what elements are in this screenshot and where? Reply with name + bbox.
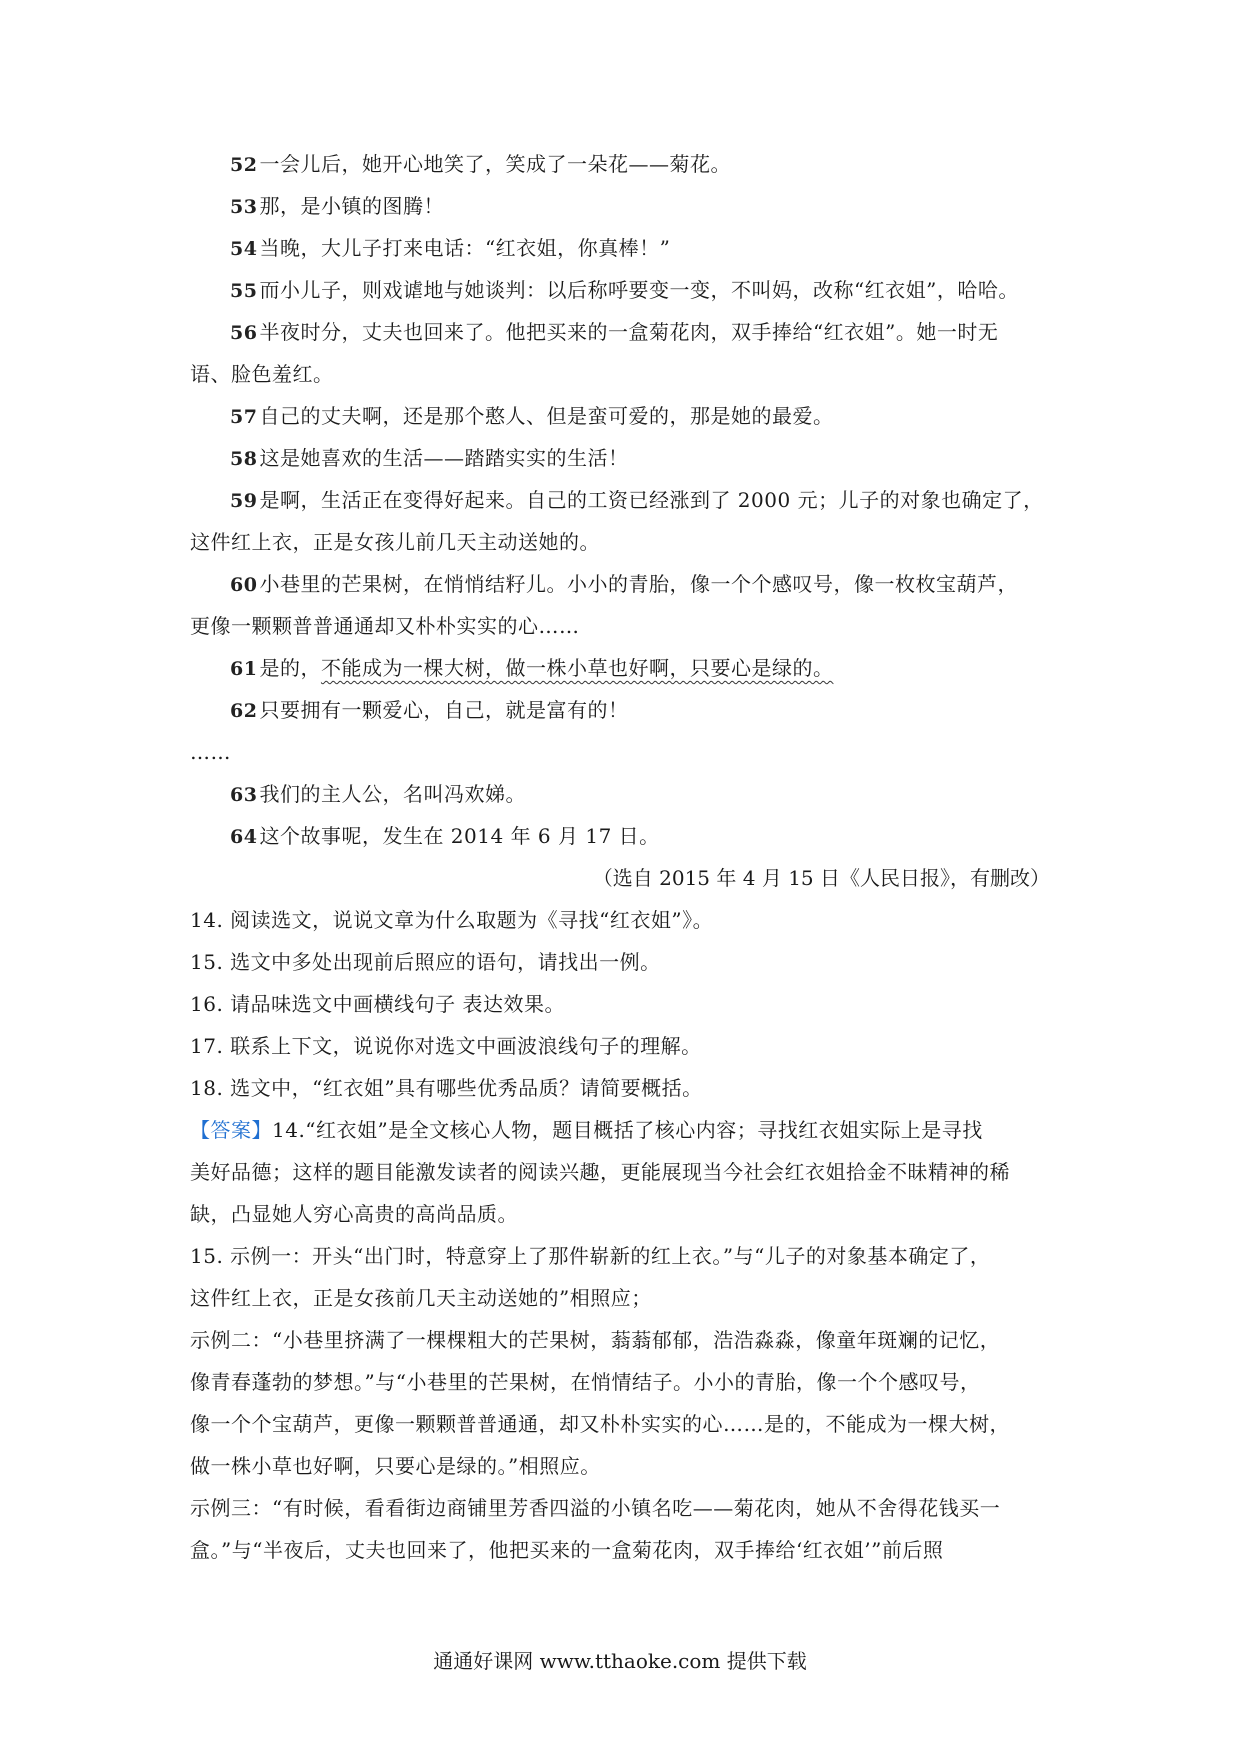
- answer-line-3: 缺，凸显她人穷心高贵的高尚品质。: [190, 1202, 518, 1226]
- paragraph-text: 而小儿子，则戏谑地与她谈判：以后称呼要变一变，不叫妈，改称“红衣姐”，哈哈。: [259, 278, 1019, 302]
- paragraph-54: [230, 234, 670, 263]
- ellipsis-line: ……: [190, 740, 231, 764]
- paragraph-text: 当晚，大儿子打来电话：“红衣姐，你真棒！”: [259, 236, 671, 260]
- paragraph-56: [230, 318, 998, 347]
- paragraph-number: 54: [230, 238, 258, 260]
- paragraph-58: [230, 444, 628, 473]
- wavy-underlined-sentence: 不能成为一棵大树，做一株小草也好啊，只要心是绿的。: [320, 656, 834, 680]
- paragraph-text: 我们的主人公，名叫冯欢娣。: [259, 782, 526, 806]
- paragraph-text: 这个故事呢，发生在 2014 年 6 月 17 日。: [259, 824, 660, 848]
- paragraph-text: 是啊，生活正在变得好起来。自己的工资已经涨到了 2000 元；儿子的对象也确定了，: [259, 488, 1044, 512]
- paragraph-text: 只要拥有一颗爱心，自己，就是富有的！: [259, 698, 629, 722]
- paragraph-56-cont: 语、脸色羞红。: [190, 362, 334, 386]
- answer-line-4: 15. 示例一：开头“出门时，特意穿上了那件崭新的红上衣。”与“儿子的对象基本确定了，: [190, 1244, 991, 1268]
- paragraph-number: 64: [230, 826, 258, 848]
- paragraph-text: 小巷里的芒果树，在悄悄结籽儿。小小的青胎，像一个个感叹号，像一枚枚宝葫芦，: [259, 572, 1018, 596]
- paragraph-52: [230, 150, 731, 179]
- source-citation: （选自 2015 年 4 月 15 日《人民日报》，有删改）: [592, 866, 1050, 890]
- paragraph-number: 52: [230, 154, 258, 176]
- question-15: 15. 选文中多处出现前后照应的语句，请找出一例。: [190, 950, 661, 974]
- paragraph-60: [230, 570, 1018, 599]
- question-18: 18. 选文中，“红衣姐”具有哪些优秀品质？请简要概括。: [190, 1076, 703, 1100]
- paragraph-number: 56: [230, 322, 258, 344]
- paragraph-61: [230, 654, 833, 683]
- paragraph-53: [230, 192, 444, 221]
- paragraph-59: [230, 486, 1044, 515]
- paragraph-number: 55: [230, 280, 258, 302]
- answer-line-9: 做一株小草也好啊，只要心是绿的。”相照应。: [190, 1454, 601, 1478]
- paragraph-64: [230, 822, 660, 851]
- question-16: 16. 请品味选文中画横线句子 表达效果。: [190, 992, 566, 1016]
- paragraph-number: 60: [230, 574, 258, 596]
- paragraph-62: [230, 696, 628, 725]
- paragraph-text: 一会儿后，她开心地笑了，笑成了一朵花——菊花。: [259, 152, 731, 176]
- paragraph-number: 58: [230, 448, 258, 470]
- paragraph-text: 半夜时分，丈夫也回来了。他把买来的一盒菊花肉，双手捧给“红衣姐”。她一时无: [259, 320, 999, 344]
- answer-line-1: [190, 1116, 983, 1144]
- paragraph-number: 62: [230, 700, 258, 722]
- paragraph-text: 是的，: [259, 656, 321, 680]
- question-14: 14. 阅读选文，说说文章为什么取题为《寻找“红衣姐”》。: [190, 908, 714, 932]
- paragraph-number: 59: [230, 490, 258, 512]
- paragraph-number: 57: [230, 406, 258, 428]
- answer-line-8: 像一个个宝葫芦，更像一颗颗普普通通，却又朴朴实实的心……是的，不能成为一棵大树，: [190, 1412, 1010, 1436]
- paragraph-number: 61: [230, 658, 258, 680]
- paragraph-number: 63: [230, 784, 258, 806]
- paragraph-60-cont: 更像一颗颗普普通通却又朴朴实实的心……: [190, 614, 580, 638]
- answer-line-10: 示例三：“有时候，看看街边商铺里芳香四溢的小镇名吃——菊花肉，她从不舍得花钱买一: [190, 1496, 1001, 1520]
- paragraph-59-cont: 这件红上衣，正是女孩儿前几天主动送她的。: [190, 530, 600, 554]
- answer-text: 14.“红衣姐”是全文核心人物，题目概括了核心内容；寻找红衣姐实际上是寻找: [272, 1118, 983, 1142]
- answer-line-11: 盒。”与“半夜后，丈夫也回来了，他把买来的一盒菊花肉，双手捧给‘红衣姐’”前后照: [190, 1538, 944, 1562]
- paragraph-number: 53: [230, 196, 258, 218]
- page-footer: 通通好课网 www.tthaoke.com 提供下载: [433, 1649, 807, 1673]
- paragraph-text: 自己的丈夫啊，还是那个憨人、但是蛮可爱的，那是她的最爱。: [259, 404, 834, 428]
- answer-line-7: 像青春蓬勃的梦想。”与“小巷里的芒果树，在悄情结子。小小的青胎，像一个个感叹号，: [190, 1370, 981, 1394]
- paragraph-57: [230, 402, 833, 431]
- paragraph-text: 那，是小镇的图腾！: [259, 194, 444, 218]
- paragraph-55: [230, 276, 1019, 305]
- answer-line-2: 美好品德；这样的题目能激发读者的阅读兴趣，更能展现当今社会红衣姐拾金不昧精神的稀: [190, 1160, 1010, 1184]
- paragraph-63: [230, 780, 526, 809]
- answer-line-6: 示例二：“小巷里挤满了一棵棵粗大的芒果树，蓊蓊郁郁，浩浩淼淼，像童年斑斓的记忆，: [190, 1328, 1001, 1352]
- paragraph-text: 这是她喜欢的生活——踏踏实实的生活！: [259, 446, 629, 470]
- answer-line-5: 这件红上衣，正是女孩前几天主动送她的”相照应；: [190, 1286, 652, 1310]
- answer-tag: 【答案】: [190, 1118, 272, 1142]
- question-17: 17. 联系上下文，说说你对选文中画波浪线句子的理解。: [190, 1034, 702, 1058]
